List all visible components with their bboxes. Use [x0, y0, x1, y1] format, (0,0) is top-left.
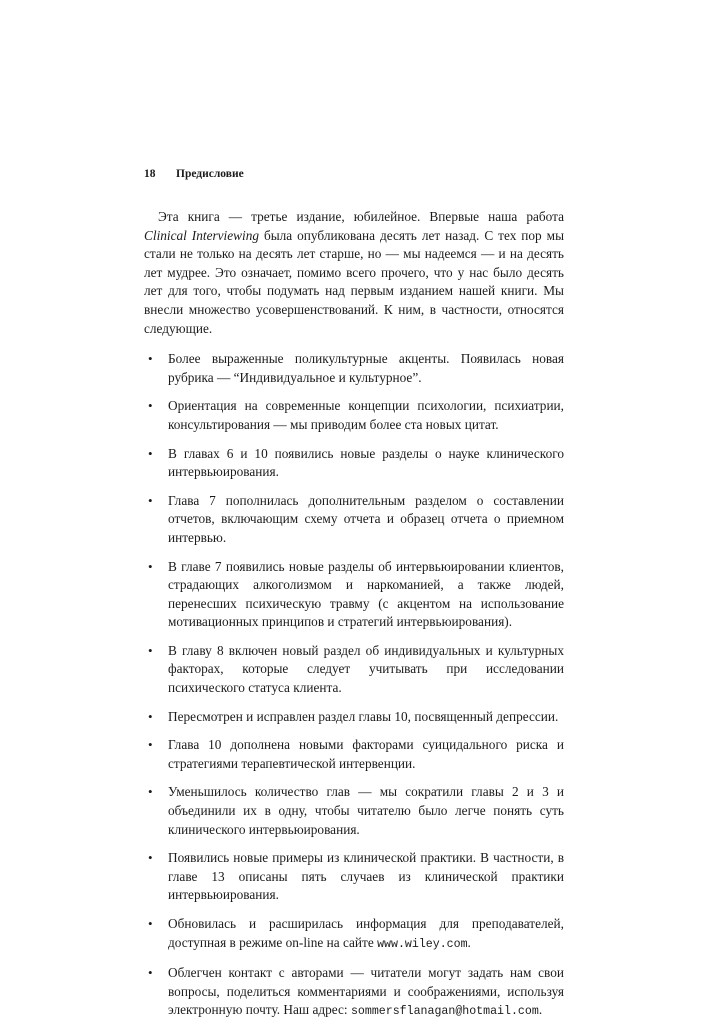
improvements-list	[144, 350, 564, 1022]
list-item	[144, 445, 564, 482]
list-item-text: Глава 10 дополнена новыми факторами суицидального риска и стратегиями терапевтической интервенции.	[168, 737, 564, 771]
list-item-text: Глава 7 пополнилась дополнительным разделом о составлении отчетов, включающим схему отчета и образец отчета о приемном интервью.	[168, 492, 564, 545]
bullet-icon: •	[148, 965, 153, 981]
intro-text-start: Эта книга — третье издание, юбилейное. Впервые наша работа	[158, 209, 564, 224]
list-item	[144, 915, 564, 954]
list-item-text: .	[538, 1002, 543, 1018]
online-term: on-line	[285, 934, 324, 950]
list-item	[144, 849, 564, 905]
bullet-icon: •	[148, 492, 153, 508]
bullet-icon: •	[148, 445, 153, 461]
list-item	[144, 783, 564, 839]
list-item-text: Облегчен контакт с авторами — читатели могут задать нам свои вопросы, поделиться комментариями и соображениями, используя электронную почту. Наш адрес:	[168, 965, 564, 1018]
list-item-text: Появились новые примеры из клинической практики. В частности, в главе 13 описаны пять случаев из клинической практики интервьюирования.	[168, 850, 564, 903]
list-item	[144, 397, 564, 434]
bullet-icon: •	[148, 398, 153, 414]
bullet-icon: •	[148, 642, 153, 658]
list-item-text: Обновилась и расширилась информация для преподавателей, доступная в режиме	[168, 916, 564, 950]
list-item-text: В главу 8 включен новый раздел об индивидуальных и культурных факторах, которые следует учитывать при исследовании психического статуса клиента.	[168, 642, 564, 696]
list-item	[144, 736, 564, 773]
list-item-text: В главе 7 появились новые разделы об интервьюировании клиентов, страдающих алкоголизмом и наркоманией, а также людей, перенесших психическую травму (с акцентом на использование мотивационных принципов и стратегий интервьюирования).	[168, 558, 564, 630]
list-item-text: Ориентация на современные концепции психологии, психиатрии, консультирования — мы приводим более ста новых цитат.	[168, 398, 564, 432]
list-item	[144, 708, 564, 727]
list-item-text: .	[467, 934, 471, 950]
page-number: 18	[144, 168, 156, 180]
bullet-icon: •	[148, 708, 153, 724]
bullet-icon: •	[148, 737, 153, 753]
list-item	[144, 964, 564, 1022]
section-title: Предисловие	[176, 168, 244, 180]
bullet-icon: •	[148, 351, 153, 367]
list-item-text: Пересмотрен и исправлен раздел главы 10, посвященный депрессии.	[168, 708, 559, 724]
book-title: Clinical Interviewing	[144, 227, 260, 243]
list-item-text: на сайте	[323, 934, 378, 950]
list-item	[144, 350, 564, 387]
list-item	[144, 492, 564, 548]
contact-email: sommersflanagan@hotmail.com	[350, 1005, 539, 1019]
intro-text-end: была опубликована десять лет назад. С тех пор мы стали не только на десять лет старше, но — мы надеемся — и на десять лет мудрее. Это означает, помимо всего прочего, что у нас было десять лет для того, чтобы подумать над первым изданием нашей книги. Мы внесли множество усовершенствований. К ним, в частности, относятся следующие.	[144, 227, 565, 336]
list-item-text: Более выраженные поликультурные акценты. Появилась новая рубрика — “Индивидуальное и культурное”.	[168, 351, 564, 385]
list-item	[144, 558, 564, 632]
bullet-icon: •	[148, 916, 153, 931]
website-url: www.wiley.com	[377, 937, 468, 951]
bullet-icon: •	[148, 784, 153, 800]
list-item-text: Уменьшилось количество глав — мы сократили главы 2 и 3 и объединили их в одну, чтобы читателю было легче понять суть клинического интервьюирования.	[168, 784, 564, 837]
bullet-icon: •	[148, 558, 153, 574]
intro-paragraph	[144, 208, 564, 338]
bullet-icon: •	[148, 850, 153, 866]
list-item	[144, 642, 564, 698]
running-header	[144, 168, 244, 180]
list-item-text: В главах 6 и 10 появились новые разделы о науке клинического интервьюирования.	[168, 445, 564, 480]
body-text	[144, 208, 564, 1032]
